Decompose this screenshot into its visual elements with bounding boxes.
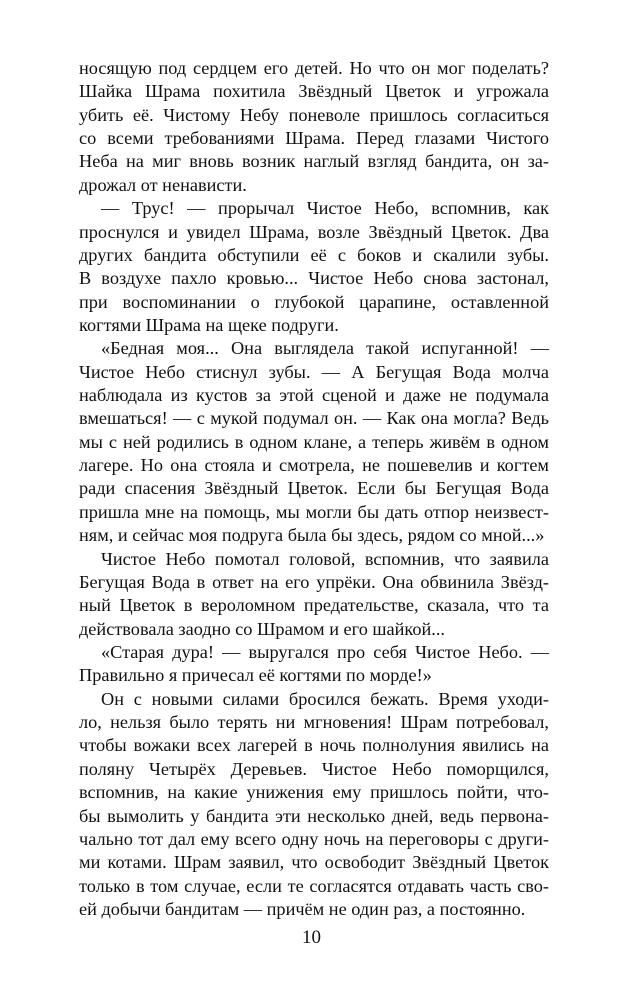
text-line: вспомнив, на какие унижения ему пришлось пойти, что- (79, 782, 549, 803)
text-line: проснулся и увидел Шрама, возле Звёздный Цветок. Два (79, 221, 549, 242)
text-line: наблюдала из кустов за этой сценой и даже не подумала (79, 385, 549, 406)
text-line: чтобы вожаки всех лагерей в ночь полнолуния явились на (79, 735, 549, 756)
text-line: только в том случае, если те согласятся отдавать часть сво- (79, 875, 549, 896)
text-line: поляну Четырёх Деревьев. Чистое Небо поморщился, (79, 758, 549, 779)
text-line: ням, и сейчас моя подруга была бы здесь, рядом со мной...» (79, 525, 545, 546)
body-text (79, 57, 549, 921)
text-line: ло, нельзя было терять ни мгновения! Шрам потребовал, (79, 712, 549, 733)
text-line: Шайка Шрама похитила Звёздный Цветок и угрожала (79, 81, 549, 102)
text-line: бы вымолить у бандита эти несколько дней, ведь первона- (79, 805, 549, 826)
text-line: со всеми требованиями Шрама. Перед глазами Чистого (79, 128, 549, 149)
text-line: Чистое Небо стиснул зубы. — А Бегущая Вода молча (79, 361, 549, 382)
text-line: Бегущая Вода в ответ на его упрёки. Она обвинила Звёзд- (79, 571, 549, 592)
text-line: других бандита обступили её с боков и скалили зубы. (79, 244, 549, 265)
text-line: носящую под сердцем его детей. Но что он мог поделать? (79, 58, 549, 78)
text-line: Чистое Небо помотал головой, вспомнив, что заявила (101, 548, 549, 569)
page-number: 10 (302, 927, 321, 948)
text-line: Он с новыми силами бросился бежать. Время уходи- (101, 688, 549, 709)
text-line: когтями Шрама на щеке подруги. (79, 314, 339, 335)
text-line: вмешаться! — с мукой подумал он. — Как она могла? Ведь (79, 408, 549, 429)
text-line: чально тот дал ему всего одну ночь на переговоры с други- (79, 828, 549, 849)
text-line: ей добычи бандитам — причём не один раз, а постоянно. (79, 898, 526, 919)
text-line: убить её. Чистому Небу поневоле пришлось согласиться (79, 104, 549, 125)
text-line: мы с ней родились в одном клане, а теперь живём в одном (79, 431, 549, 452)
text-line: В воздухе пахло кровью... Чистое Небо снова застонал, (79, 268, 549, 289)
text-line: действовала заодно со Шрамом и его шайкой... (79, 618, 445, 639)
text-line: «Старая дура! — выругался про себя Чистое Небо. — (101, 641, 549, 662)
text-line: «Бедная моя... Она выглядела такой испуганной! — (101, 338, 549, 359)
text-line: Неба на миг вновь возник наглый взгляд бандита, он за- (79, 151, 549, 172)
text-line: лагере. Но она стояла и смотрела, не пошевелив и когтем (79, 455, 549, 476)
text-line: при воспоминании о глубокой царапине, оставленной (79, 291, 549, 312)
text-line: дрожал от ненависти. (79, 174, 247, 195)
text-line: ми котами. Шрам заявил, что освободит Звёздный Цветок (79, 852, 549, 873)
text-line: ный Цветок в вероломном предательстве, сказала, что та (79, 595, 549, 616)
text-line: Правильно я причесал её когтями по морде!» (79, 665, 432, 686)
text-line: пришла мне на помощь, мы могли бы дать отпор неизвест- (79, 501, 549, 522)
text-line: ради спасения Звёздный Цветок. Если бы Бегущая Вода (79, 478, 549, 499)
text-line: — Трус! — прорычал Чистое Небо, вспомнив, как (101, 198, 549, 219)
